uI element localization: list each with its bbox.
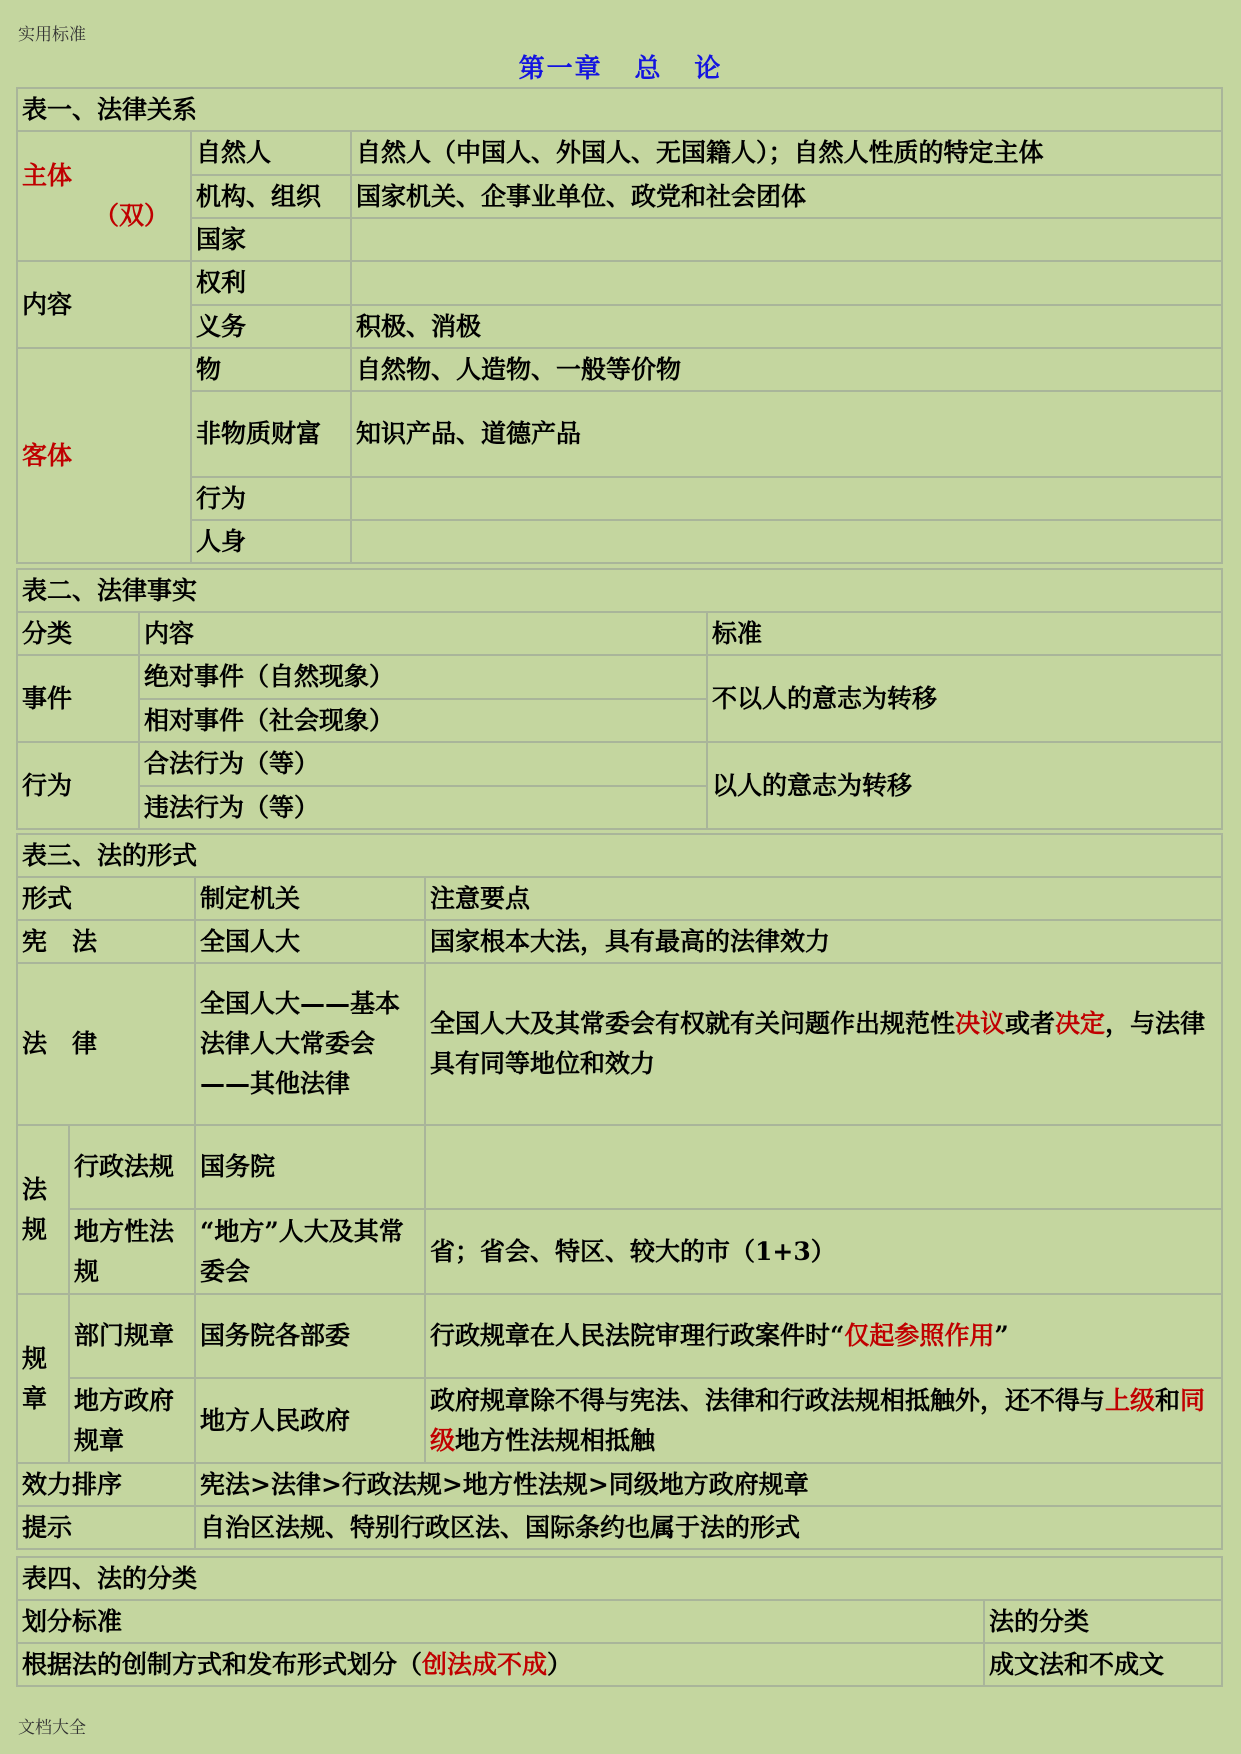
form-dept-rule: 部门规章 <box>69 1294 195 1378</box>
note-local-gov-rule: 政府规章除不得与宪法、法律和行政法规相抵触外，还不得与上级和同级地方性法规相抵触 <box>425 1378 1222 1463</box>
act-standard: 以人的意志为转移 <box>707 742 1222 829</box>
table-law-forms <box>16 833 1223 1550</box>
note-admin-regulation <box>425 1125 1222 1209</box>
form-local-gov-rule: 地方政府规章 <box>69 1378 195 1463</box>
tip-label: 提示 <box>17 1506 195 1549</box>
table-law-classification <box>16 1556 1223 1687</box>
note-law: 全国人大及其常委会有权就有关问题作出规范性决议或者决定，与法律具有同等地位和效力 <box>425 963 1222 1125</box>
classification-standard: 根据法的创制方式和发布形式划分（创法成不成） <box>17 1643 984 1686</box>
subject-value: 自然人（中国人、外国人、无国籍人）；自然人性质的特定主体 <box>351 131 1222 175</box>
table-4-heading: 表四、法的分类 <box>17 1557 1222 1600</box>
col-header: 内容 <box>139 612 707 655</box>
col-header: 形式 <box>17 877 195 920</box>
act-item: 违法行为（等） <box>139 786 707 829</box>
col-header: 制定机关 <box>195 877 425 920</box>
object-value: 自然物、人造物、一般等价物 <box>351 348 1222 391</box>
act-item: 合法行为（等） <box>139 742 707 786</box>
note-constitution: 国家根本大法，具有最高的法律效力 <box>425 920 1222 963</box>
form-local-regulation: 地方性法规 <box>69 1209 195 1294</box>
col-header: 划分标准 <box>17 1600 984 1643</box>
event-item: 相对事件（社会现象） <box>139 699 707 742</box>
col-header: 注意要点 <box>425 877 1222 920</box>
content-label: 内容 <box>17 261 191 348</box>
event-label: 事件 <box>17 655 139 742</box>
act-label: 行为 <box>17 742 139 829</box>
note-dept-rule: 行政规章在人民法院审理行政案件时“仅起参照作用” <box>425 1294 1222 1378</box>
org-law: 全国人大——基本法律人大常委会——其他法律 <box>195 963 425 1125</box>
table-3-heading: 表三、法的形式 <box>17 834 1222 877</box>
table-legal-relation <box>16 87 1223 564</box>
table-legal-facts <box>16 568 1223 830</box>
footer-note: 文档大全 <box>18 1718 86 1738</box>
table-2-heading: 表二、法律事实 <box>17 569 1222 612</box>
object-label: 客体 <box>17 348 191 563</box>
org-dept-rule: 国务院各部委 <box>195 1294 425 1378</box>
regulations-label: 法规 <box>17 1125 69 1294</box>
org-local-regulation: “地方”人大及其常委会 <box>195 1209 425 1294</box>
subject-value: 国家机关、企事业单位、政党和社会团体 <box>351 175 1222 218</box>
subject-key: 机构、组织 <box>191 175 351 218</box>
content-value: 积极、消极 <box>351 305 1222 348</box>
table-1-heading: 表一、法律关系 <box>17 88 1222 131</box>
subject-key: 国家 <box>191 218 351 261</box>
object-key: 非物质财富 <box>191 391 351 477</box>
form-admin-regulation: 行政法规 <box>69 1125 195 1209</box>
content-key: 义务 <box>191 305 351 348</box>
event-item: 绝对事件（自然现象） <box>139 655 707 699</box>
content-key: 权利 <box>191 261 351 305</box>
object-key: 行为 <box>191 477 351 520</box>
form-constitution: 宪 法 <box>17 920 195 963</box>
object-key: 人身 <box>191 520 351 563</box>
object-key: 物 <box>191 348 351 391</box>
subject-key: 自然人 <box>191 131 351 175</box>
classification-result: 成文法和不成文 <box>984 1643 1222 1686</box>
document-title: 第一章 总 论 <box>518 54 723 84</box>
note-local-regulation: 省；省会、特区、较大的市（1+3） <box>425 1209 1222 1294</box>
subject-value <box>351 218 1222 261</box>
object-value <box>351 477 1222 520</box>
org-constitution: 全国人大 <box>195 920 425 963</box>
order-value: 宪法>法律>行政法规>地方性法规>同级地方政府规章 <box>195 1463 1222 1506</box>
object-value: 知识产品、道德产品 <box>351 391 1222 477</box>
event-standard: 不以人的意志为转移 <box>707 655 1222 742</box>
order-label: 效力排序 <box>17 1463 195 1506</box>
form-law: 法 律 <box>17 963 195 1125</box>
rules-label: 规章 <box>17 1294 69 1463</box>
col-header: 法的分类 <box>984 1600 1222 1643</box>
col-header: 分类 <box>17 612 139 655</box>
subject-label: 主体 （双） <box>17 131 191 261</box>
col-header: 标准 <box>707 612 1222 655</box>
content-value <box>351 261 1222 305</box>
header-note: 实用标准 <box>18 25 86 45</box>
object-value <box>351 520 1222 563</box>
org-admin-regulation: 国务院 <box>195 1125 425 1209</box>
org-local-gov-rule: 地方人民政府 <box>195 1378 425 1463</box>
tip-value: 自治区法规、特别行政区法、国际条约也属于法的形式 <box>195 1506 1222 1549</box>
